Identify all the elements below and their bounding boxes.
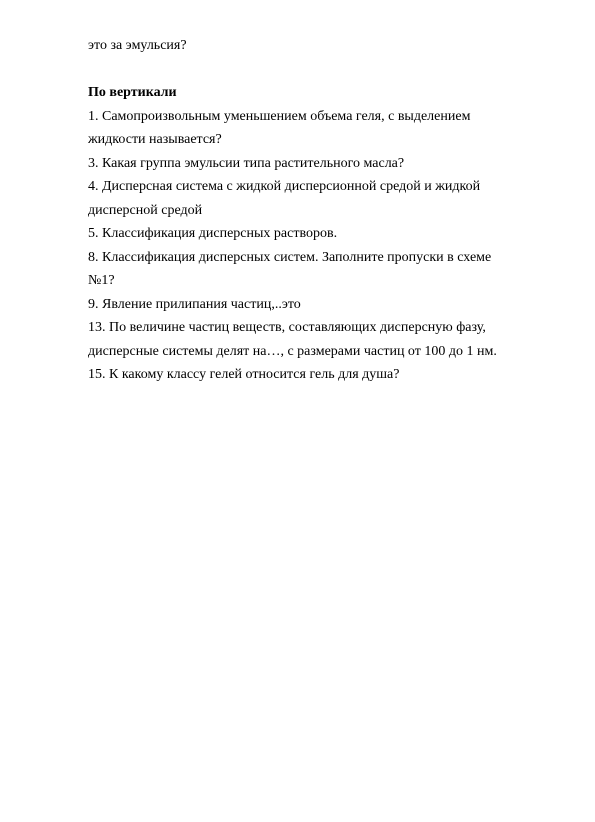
question-line: 5. Классификация дисперсных растворов. — [88, 226, 338, 241]
question-line: №1? — [88, 273, 115, 288]
question-item — [88, 222, 528, 246]
question-line: 9. Явление прилипания частиц,..это — [88, 296, 301, 312]
question-line: жидкости называется? — [88, 132, 222, 147]
question-line: 13. По величине частиц веществ, составляющих дисперсную фазу, — [88, 320, 486, 335]
question-item — [88, 175, 528, 222]
section-heading: По вертикали — [88, 85, 177, 100]
question-line: 8. Классификация дисперсных систем. Заполните пропуски в схеме — [88, 249, 492, 265]
question-line: 1. Самопроизвольным уменьшением объема геля, с выделением — [88, 108, 471, 124]
question-item — [88, 316, 528, 363]
question-item — [88, 105, 528, 152]
question-line: 3. Какая группа эмульсии типа растительного масла? — [88, 155, 405, 171]
document-text — [88, 34, 528, 387]
question-item — [88, 152, 528, 176]
question-line: дисперсные системы делят на…, с размерами частиц от 100 до 1 нм. — [88, 343, 497, 359]
blank-line — [88, 58, 528, 82]
question-item — [88, 363, 528, 387]
question-line: дисперсной средой — [88, 202, 203, 218]
question-line: 15. К какому классу гелей относится гель для душа? — [88, 367, 400, 382]
question-item — [88, 246, 528, 293]
intro-line: это за эмульсия? — [88, 38, 187, 53]
question-item — [88, 293, 528, 317]
question-line: 4. Дисперсная система с жидкой дисперсионной средой и жидкой — [88, 179, 481, 194]
